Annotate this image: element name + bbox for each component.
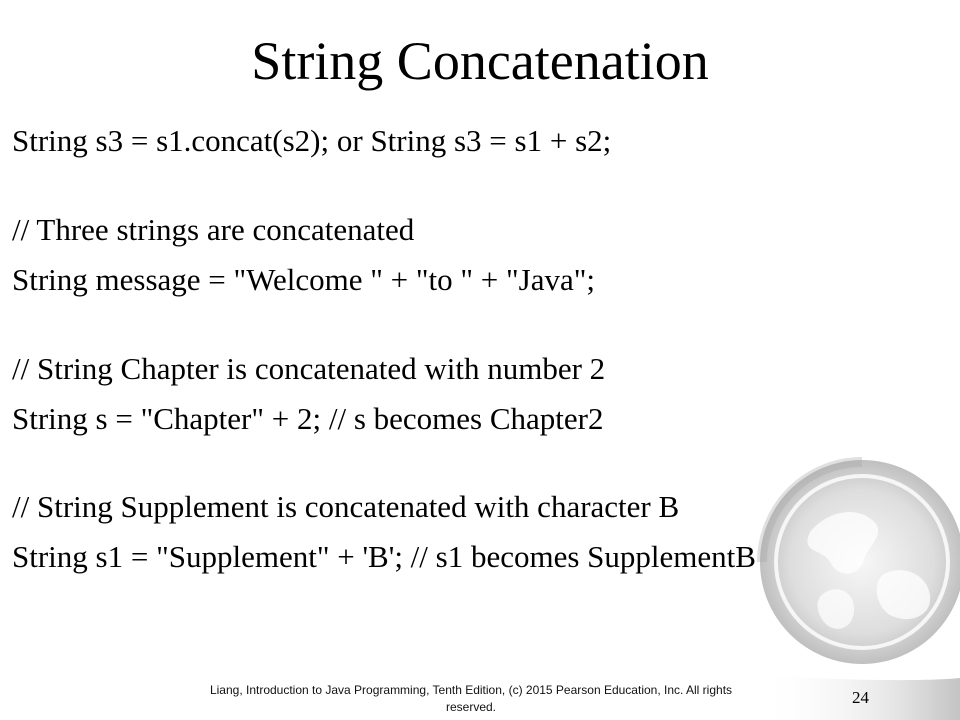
- code-line-1: String s3 = s1.concat(s2); or String s3 = s1 + s2;: [12, 123, 612, 158]
- globe-icon: [752, 452, 960, 672]
- footer-copyright: Liang, Introduction to Java Programming, Tenth Edition, (c) 2015 Pearson Education, Inc. All rights reserved.: [209, 683, 733, 714]
- code-comment-line-2: // String Chapter is concatenated with number 2: [12, 351, 606, 386]
- code-line-3: String s = "Chapter" + 2; // s becomes Chapter2: [12, 401, 604, 436]
- page-number: 24: [852, 688, 869, 707]
- code-comment-line-3: // String Supplement is concatenated with character B: [12, 489, 680, 524]
- slide-title: String Concatenation: [251, 31, 709, 91]
- code-line-2: String message = "Welcome " + "to " + "Java";: [12, 262, 596, 297]
- code-line-4: String s1 = "Supplement" + 'B'; // s1 becomes SupplementB: [12, 539, 756, 574]
- code-comment-line-1: // Three strings are concatenated: [12, 212, 415, 247]
